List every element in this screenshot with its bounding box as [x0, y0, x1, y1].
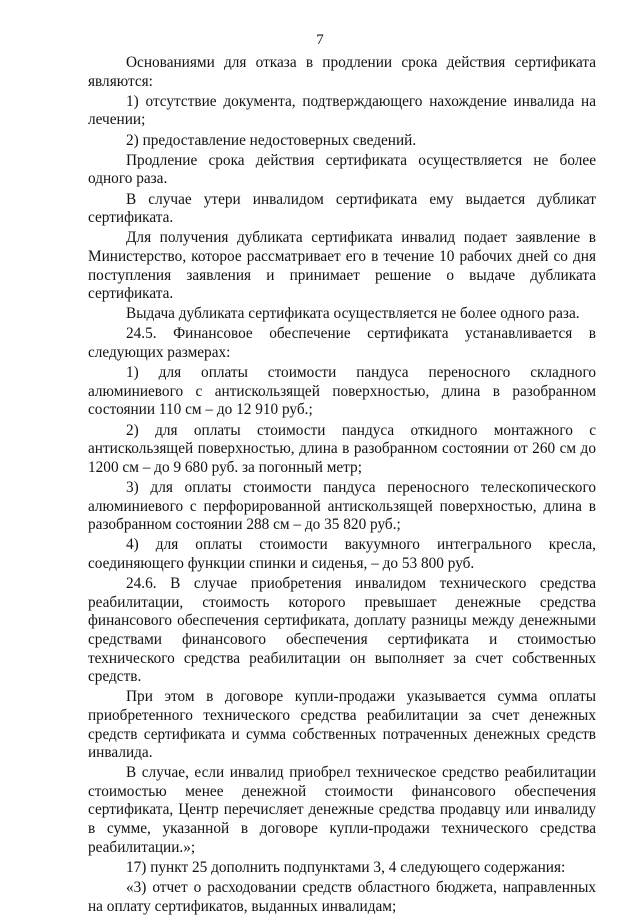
paragraph-funding-item-1: 1) для оплаты стоимости пандуса переносного складного алюминиевого с антискользящей поверхностью, длина в разобранном состоянии 110 см – до 12 910 руб.;: [88, 364, 596, 419]
paragraph-duplicate-application: Для получения дубликата сертификата инвалид подает заявление в Министерство, которое рассматривает его в течение 10 рабочих дней со дня поступления заявления и принимает решение о выдаче дубликата сертификата.: [88, 229, 596, 303]
paragraph-section-24-6: 24.6. В случае приобретения инвалидом технического средства реабилитации, стоимость которого превышает денежные средства финансового обеспечения сертификата, доплату разницы между денежными средствами финансового обеспечения сертификата и стоимостью технического средства реабилитации он выполняет за счет собственных средств.: [88, 575, 596, 686]
paragraph-refusal-item-1: 1) отсутствие документа, подтверждающего нахождение инвалида на лечении;: [88, 92, 596, 129]
paragraph-center-transfer: В случае, если инвалид приобрел техническое средство реабилитации стоимостью менее денежной стоимости финансового обеспечения сертификата, Центр перечисляет денежные средства продавцу или инвалиду в сумме, указанной в договоре купли-продажи технического средства реабилитации.»;: [88, 764, 596, 856]
paragraph-funding-item-2: 2) для оплаты стоимости пандуса откидного монтажного с антискользящей поверхностью, длина в разобранном состоянии от 260 см до 1200 см – до 9 680 руб. за погонный метр;: [88, 421, 596, 476]
document-body: [88, 54, 596, 918]
paragraph-funding-item-4: 4) для оплаты стоимости вакуумного интегрального кресла, соединяющего функции спинки и сиденья, – до 53 800 руб.: [88, 536, 596, 572]
paragraph-subitem-3: «3) отчет о расходовании средств областного бюджета, направленных на оплату сертификатов, выданных инвалидам;: [88, 879, 596, 915]
paragraph-lost-certificate: В случае утери инвалидом сертификата ему выдается дубликат сертификата.: [88, 190, 596, 227]
paragraph-section-24-5: 24.5. Финансовое обеспечение сертификата устанавливается в следующих размерах:: [88, 325, 596, 362]
paragraph-funding-item-3: 3) для оплаты стоимости пандуса переносного телескопического алюминиевого с перфорированной антискользящей поверхностью, длина в разобранном состоянии 288 см – до 35 820 руб.;: [88, 479, 596, 534]
page-number: 7: [316, 32, 324, 48]
paragraph-contract-amount: При этом в договоре купли-продажи указывается сумма оплаты приобретенного технического средства реабилитации за счет денежных средств сертификата и сумма собственных потраченных денежных средств инвалида.: [88, 688, 596, 762]
paragraph-item-17: 17) пункт 25 дополнить подпунктами 3, 4 следующего содержания:: [126, 858, 566, 876]
paragraph-duplicate-limit: Выдача дубликата сертификата осуществляется не более одного раза.: [126, 305, 580, 323]
paragraph-extension-limit: Продление срока действия сертификата осуществляется не более одного раза.: [88, 151, 596, 188]
paragraph-refusal-item-2: 2) предоставление недостоверных сведений.: [126, 131, 417, 149]
paragraph-refusal-grounds: Основаниями для отказа в продлении срока действия сертификата являются:: [88, 54, 596, 90]
